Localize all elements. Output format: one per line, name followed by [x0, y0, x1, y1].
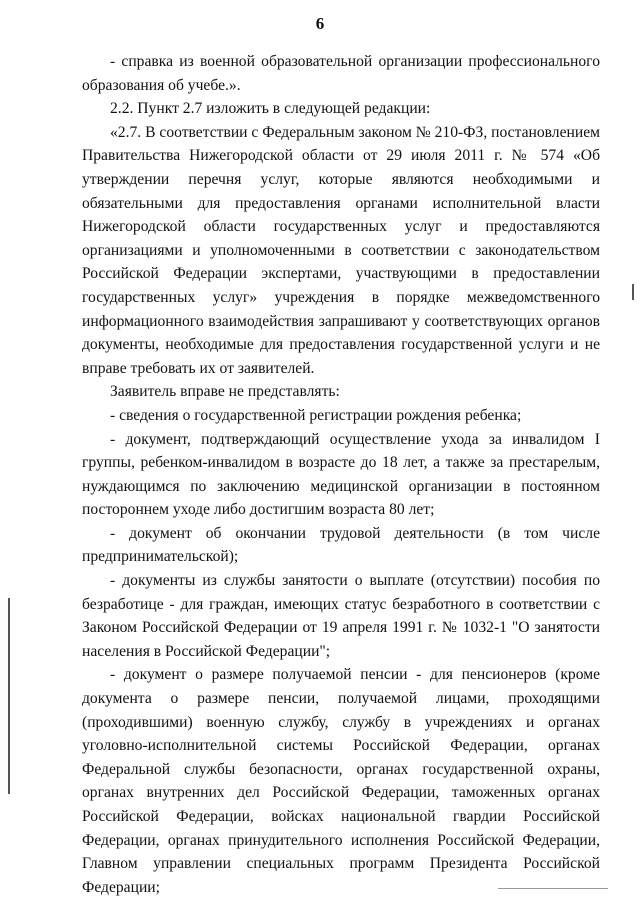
paragraph-item-2-2: 2.2. Пункт 2.7 изложить в следующей редакции:	[110, 100, 431, 118]
bottom-scan-mark	[498, 888, 608, 889]
paragraph-applicant-not-required: Заявитель вправе не представлять:	[110, 383, 340, 401]
paragraph-education-certificate: - справка из военной образовательной организации профессионального образования об учебе.».	[82, 53, 600, 94]
list-item-pension-document: - документ о размере получаемой пенсии - для пенсионеров (кроме документа о размере пенсии, получаемой лицами, проходящими (проходившими) военную службу, службу в учреждениях и органах уголовно-исполнительной системы Российской Федерации, органах Федеральной службы безопасности, органах государственной охраны, органах внутренних дел Российской Федерации, таможенных органах Российской Федерации, войсках национальной гвардии Российской Федерации, органах принудительного исполнения Российской Федерации, Главном управлении специальных программ Президента Российской Федерации;	[82, 666, 600, 896]
paragraph-item-2-7: «2.7. В соответствии с Федеральным законом № 210-ФЗ, постановлением Правительства Нижегородской области от 29 июля 2011 г. № 574 «Об утверждении перечня услуг, которые являются необходимыми и обязательными для предоставления органами исполнительной власти Нижегородской области государственных услуг и предоставляются организациями и уполномоченными в соответствии с законодательством Российской Федерации экспертами, участвующими в предоставлении государственных услуг» учреждения в порядке межведомственного информационного взаимодействия запрашивают у соответствующих органов документы, необходимые для предоставления государственной услуги и не вправе требовать их от заявителей.	[82, 123, 600, 377]
page-number: 6	[315, 14, 325, 33]
list-item-unemployment-benefit: - документы из службы занятости о выплате (отсутствии) пособия по безработице - для граждан, имеющих статус безработного в соответствии с Законом Российской Федерации от 19 апреля 1991 г. № 1032-1 "О занятости населения в Российской Федерации";	[82, 572, 600, 660]
list-item-birth-registration: - сведения о государственной регистрации рождения ребенка;	[110, 406, 522, 424]
right-margin-scan-mark	[632, 284, 634, 300]
list-item-care-document: - документ, подтверждающий осуществление ухода за инвалидом I группы, ребенком-инвалидом в возрасте до 18 лет, а также за престарелым, нуждающимся по заключению медицинской организации в постоянном постороннем уходе либо достигшим возраста 80 лет;	[82, 430, 600, 519]
document-body	[82, 50, 600, 899]
list-item-employment-end: - документ об окончании трудовой деятельности (в том числе предпринимательской);	[82, 524, 600, 566]
left-margin-scan-line	[8, 598, 10, 794]
